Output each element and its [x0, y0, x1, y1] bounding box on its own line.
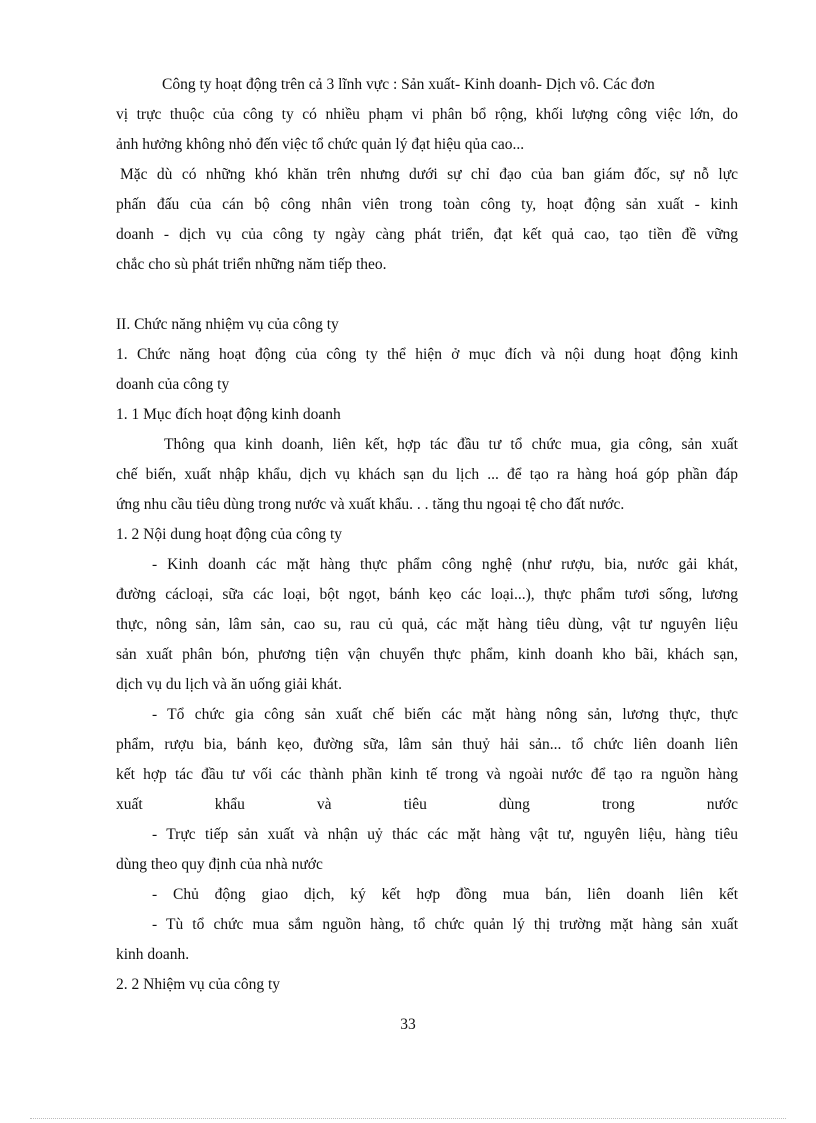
paragraph-line: - Tổ chức gia công sản xuất chế biến các mặt hàng nông sản, lương thực, thực — [152, 706, 738, 723]
paragraph-line: kết hợp tác đầu tư vối các thành phần kinh tế trong và ngoài nước để tạo ra nguồn hàng — [116, 766, 738, 783]
paragraph-line: ứng nhu cầu tiêu dùng trong nước và xuất khẩu. . . tăng thu ngoại tệ cho đất nước. — [116, 496, 625, 513]
paragraph-line: - Chủ động giao dịch, ký kết hợp đồng mua bán, liên doanh liên kết — [152, 886, 738, 903]
paragraph-line: dùng theo quy định của nhà nước — [116, 856, 323, 873]
subsection-heading: doanh của công ty — [116, 376, 230, 393]
paragraph-line: doanh - dịch vụ của công ty ngày càng phát triển, đạt kết quả cao, tạo tiền đề vững — [116, 226, 738, 243]
paragraph-line: xuất khẩu và tiêu dùng trong nước — [116, 796, 738, 813]
paragraph-line: chắc cho sù phát triển những năm tiếp theo. — [116, 256, 387, 273]
paragraph-line: dịch vụ du lịch và ăn uống giải khát. — [116, 676, 342, 693]
paragraph-line: chế biến, xuất nhập khẩu, dịch vụ khách sạn du lịch ... để tạo ra hàng hoá góp phần đáp — [116, 466, 738, 483]
paragraph-line: phấn đấu của cán bộ công nhân viên trong toàn công ty, hoạt động sản xuất - kinh — [116, 196, 738, 213]
paragraph-line: - Kinh doanh các mặt hàng thực phẩm công nghệ (như rượu, bia, nước gải khát, — [152, 556, 738, 573]
section-heading: II. Chức năng nhiệm vụ của công ty — [116, 316, 339, 333]
subsection-heading: 1. 2 Nội dung hoạt động của công ty — [116, 526, 343, 543]
paragraph-line: ảnh hưởng không nhỏ đến việc tổ chức quản lý đạt hiệu qủa cao... — [116, 136, 525, 153]
paragraph-line: - Tù tổ chức mua sắm nguồn hàng, tổ chức quản lý thị trường mặt hàng sản xuất — [152, 916, 738, 933]
paragraph-line: Thông qua kinh doanh, liên kết, hợp tác đầu tư tổ chức mua, gia công, sản xuất — [164, 436, 738, 453]
paragraph-line: thực, nông sản, lâm sản, cao su, rau củ quả, các mặt hàng tiêu dùng, vật tư nguyên liệu — [116, 616, 738, 633]
subsection-heading: 1. Chức năng hoạt động của công ty thể hiện ở mục đích và nội dung hoạt động kinh — [116, 346, 738, 363]
paragraph-line: phẩm, rượu bia, bánh kẹo, đường sữa, lâm sản thuỷ hải sản... tổ chức liên doanh liên — [116, 736, 738, 753]
paragraph-line: sản xuất phân bón, phương tiện vận chuyển thực phẩm, kinh doanh kho bãi, khách sạn, — [116, 646, 738, 663]
paragraph-line: vị trực thuộc của công ty có nhiều phạm vi phân bổ rộng, khối lượng công việc lớn, do — [116, 106, 738, 123]
paragraph-line: - Trực tiếp sản xuất và nhận uỷ thác các mặt hàng vật tư, nguyên liệu, hàng tiêu — [152, 826, 738, 843]
paragraph-line: Công ty hoạt động trên cả 3 lĩnh vực : Sản xuất- Kinh doanh- Dịch vô. Các đơn — [162, 76, 655, 93]
paragraph-line: đường cácloại, sữa các loại, bột ngọt, bánh kẹo các loại...), thực phẩm tươi sống, lương — [116, 586, 738, 603]
subsection-heading: 2. 2 Nhiệm vụ của công ty — [116, 976, 281, 993]
subsection-heading: 1. 1 Mục đích hoạt động kinh doanh — [116, 406, 341, 423]
paragraph-line: kinh doanh. — [116, 946, 190, 963]
page-number: 33 — [400, 1016, 416, 1033]
page-bottom-border — [30, 1118, 786, 1119]
paragraph-line: Mặc dù có những khó khăn trên nhưng dưới sự chỉ đạo của ban giám đốc, sự nỗ lực — [120, 166, 738, 183]
